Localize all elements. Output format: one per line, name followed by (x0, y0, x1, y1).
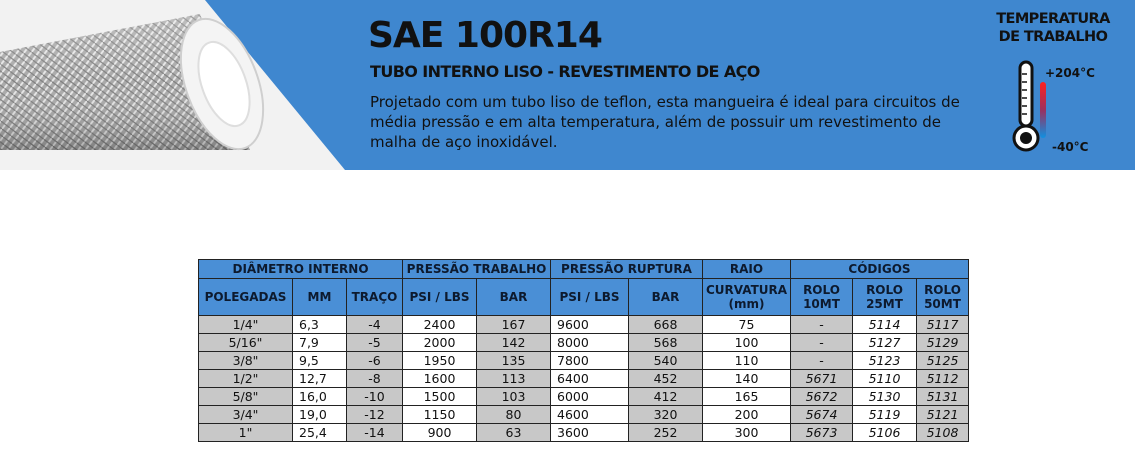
cell-traco: -14 (347, 424, 403, 442)
product-banner (0, 0, 1135, 170)
cell-raio: 200 (703, 406, 791, 424)
col-mm: MM (293, 279, 347, 316)
header-group-row (199, 260, 969, 279)
header-column-row (199, 279, 969, 316)
cell-pol: 1/2" (199, 370, 293, 388)
cell-mm: 9,5 (293, 352, 347, 370)
col-polegadas: POLEGADAS (199, 279, 293, 316)
header-codigos: CÓDIGOS (791, 260, 969, 279)
cell-pol: 5/8" (199, 388, 293, 406)
cell-r50: 5131 (917, 388, 969, 406)
table-row (199, 388, 969, 406)
header-diametro-interno: DIÂMETRO INTERNO (199, 260, 403, 279)
table-row (199, 424, 969, 442)
cell-pt-bar: 135 (477, 352, 551, 370)
cell-pt-bar: 80 (477, 406, 551, 424)
cell-pr-bar: 668 (629, 316, 703, 334)
cell-pol: 5/16" (199, 334, 293, 352)
cell-r50: 5125 (917, 352, 969, 370)
table-body (199, 316, 969, 442)
product-description: Projetado com um tubo liso de teflon, esta mangueira é ideal para circuitos de média pressão e em alta temperatura, além de possuir um revestimento de malha de aço inoxidável. (370, 93, 960, 151)
cell-raio: 140 (703, 370, 791, 388)
hose-image (0, 0, 360, 170)
header-raio: RAIO (703, 260, 791, 279)
cell-mm: 12,7 (293, 370, 347, 388)
col-rolo-50mt: ROLO 50MT (917, 279, 969, 316)
cell-r10: 5672 (791, 388, 853, 406)
col-rolo-10mt: ROLO 10MT (791, 279, 853, 316)
cell-pt-bar: 167 (477, 316, 551, 334)
cell-pt-psi: 1950 (403, 352, 477, 370)
cell-pr-bar: 252 (629, 424, 703, 442)
cell-pt-bar: 103 (477, 388, 551, 406)
cell-r25: 5114 (853, 316, 917, 334)
cell-pr-psi: 4600 (551, 406, 629, 424)
col-rolo-25mt: ROLO 25MT (853, 279, 917, 316)
cell-pr-psi: 6400 (551, 370, 629, 388)
temperature-max: +204°C (1045, 66, 1095, 80)
cell-mm: 16,0 (293, 388, 347, 406)
cell-r50: 5129 (917, 334, 969, 352)
cell-r10: - (791, 334, 853, 352)
cell-mm: 6,3 (293, 316, 347, 334)
cell-raio: 110 (703, 352, 791, 370)
cell-pt-bar: 63 (477, 424, 551, 442)
cell-pol: 3/8" (199, 352, 293, 370)
header-pressao-trabalho: PRESSÃO TRABALHO (403, 260, 551, 279)
cell-r50: 5112 (917, 370, 969, 388)
cell-r10: 5673 (791, 424, 853, 442)
cell-r10: - (791, 316, 853, 334)
cell-r10: 5671 (791, 370, 853, 388)
cell-mm: 19,0 (293, 406, 347, 424)
cell-r25: 5119 (853, 406, 917, 424)
cell-r10: - (791, 352, 853, 370)
cell-pt-bar: 142 (477, 334, 551, 352)
cell-raio: 300 (703, 424, 791, 442)
cell-mm: 7,9 (293, 334, 347, 352)
table-row (199, 370, 969, 388)
cell-r50: 5108 (917, 424, 969, 442)
col-ruptura-psi: PSI / LBS (551, 279, 629, 316)
cell-pt-psi: 2000 (403, 334, 477, 352)
cell-traco: -5 (347, 334, 403, 352)
col-ruptura-bar: BAR (629, 279, 703, 316)
cell-pr-psi: 8000 (551, 334, 629, 352)
cell-traco: -10 (347, 388, 403, 406)
table-row (199, 406, 969, 424)
col-curvatura: CURVATURA (mm) (703, 279, 791, 316)
table-row (199, 352, 969, 370)
cell-raio: 165 (703, 388, 791, 406)
temperature-min: -40°C (1052, 140, 1089, 154)
cell-pr-psi: 6000 (551, 388, 629, 406)
cell-r50: 5117 (917, 316, 969, 334)
cell-r25: 5110 (853, 370, 917, 388)
header-pressao-ruptura: PRESSÃO RUPTURA (551, 260, 703, 279)
cell-pr-bar: 452 (629, 370, 703, 388)
cell-pr-bar: 320 (629, 406, 703, 424)
cell-pr-psi: 9600 (551, 316, 629, 334)
cell-pol: 1" (199, 424, 293, 442)
cell-traco: -4 (347, 316, 403, 334)
product-subtitle: TUBO INTERNO LISO - REVESTIMENTO DE AÇO (370, 62, 760, 81)
cell-mm: 25,4 (293, 424, 347, 442)
cell-pr-bar: 412 (629, 388, 703, 406)
cell-traco: -6 (347, 352, 403, 370)
cell-pt-psi: 1600 (403, 370, 477, 388)
cell-traco: -8 (347, 370, 403, 388)
cell-pt-bar: 113 (477, 370, 551, 388)
col-traco: TRAÇO (347, 279, 403, 316)
cell-r25: 5123 (853, 352, 917, 370)
cell-pol: 1/4" (199, 316, 293, 334)
cell-pr-bar: 568 (629, 334, 703, 352)
cell-pr-bar: 540 (629, 352, 703, 370)
cell-pt-psi: 1150 (403, 406, 477, 424)
cell-raio: 75 (703, 316, 791, 334)
col-trabalho-bar: BAR (477, 279, 551, 316)
cell-r50: 5121 (917, 406, 969, 424)
cell-r25: 5106 (853, 424, 917, 442)
cell-r25: 5130 (853, 388, 917, 406)
cell-pt-psi: 1500 (403, 388, 477, 406)
table-row (199, 334, 969, 352)
cell-pt-psi: 2400 (403, 316, 477, 334)
cell-r25: 5127 (853, 334, 917, 352)
cell-pol: 3/4" (199, 406, 293, 424)
cell-pr-psi: 3600 (551, 424, 629, 442)
cell-pr-psi: 7800 (551, 352, 629, 370)
cell-r10: 5674 (791, 406, 853, 424)
cell-raio: 100 (703, 334, 791, 352)
cell-pt-psi: 900 (403, 424, 477, 442)
col-trabalho-psi: PSI / LBS (403, 279, 477, 316)
table-row (199, 316, 969, 334)
product-title: SAE 100R14 (368, 15, 602, 56)
specifications-table (198, 259, 969, 442)
cell-traco: -12 (347, 406, 403, 424)
temperature-title: TEMPERATURA DE TRABALHO (996, 11, 1110, 45)
